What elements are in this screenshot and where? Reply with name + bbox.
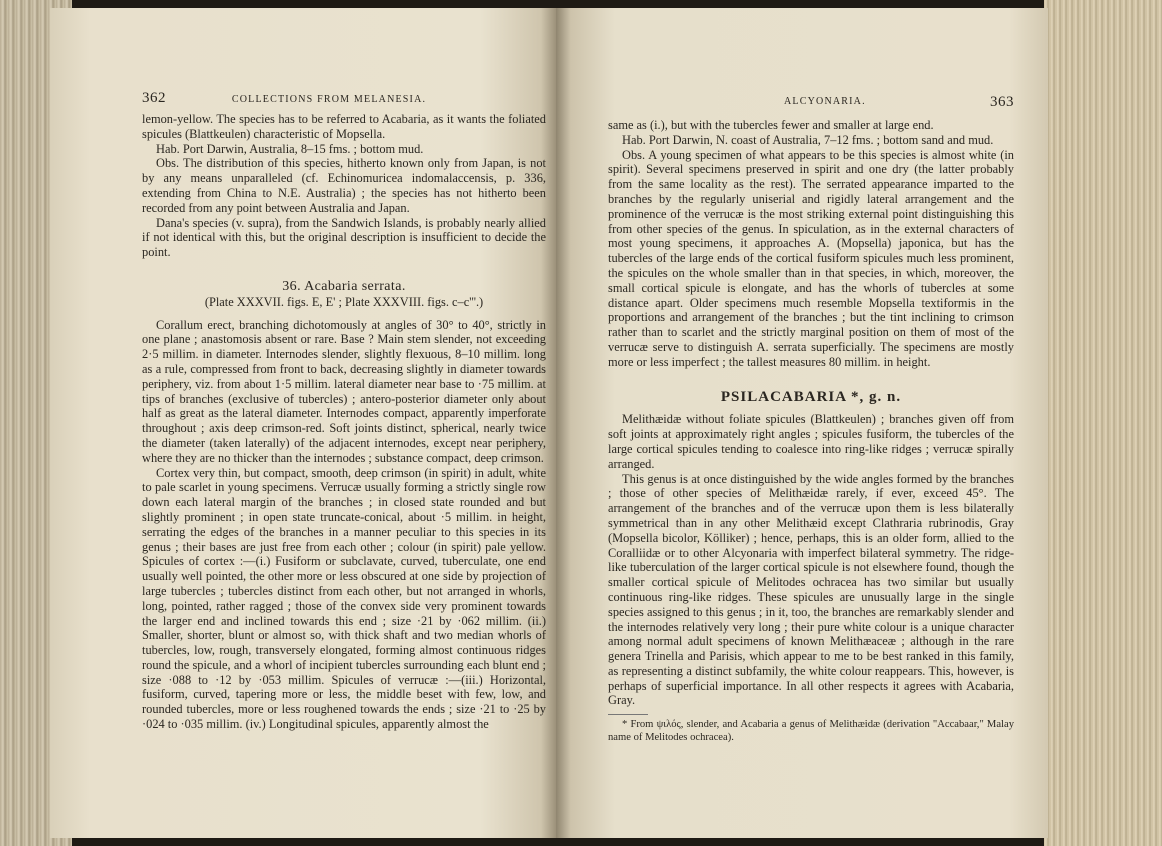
right-page-number: 363 [990, 94, 1014, 110]
corallum-paragraph: Corallum erect, branching dichotomously at angles of 30° to 40°, strictly in one plane ; anastomosis absent or rare. Base ? Main stem slender, not exceeding 2·5 millim. in diameter. Internodes slender, slightly flexuous, 8–10 millim. long as a rule, compressed from front to back, decreasing slightly in diameter towards periphery, viz. from about 1·5 millim. lateral diameter near base to ·75 millim. at tips of branches (exclusive of tubercles) ; antero-posterior diameter only about half as great as the lateral diameter. Internodes compact, apparently imperforate throughout ; axis deep crimson-red. Soft joints distinct, spherical, nearly twice the diameter (taken laterally) of the adjacent internodes, except near periphery, where they are no thicker than the internodes ; substance compact, deep crimson. [142, 317, 546, 465]
right-page [556, 8, 1048, 838]
continued-paragraph: same as (i.), but with the tubercles fewer and smaller at large end. [608, 118, 934, 132]
left-page-header [142, 90, 542, 107]
right-running-head: ALCYONARIA. [784, 96, 866, 107]
observation-paragraph: Obs. The distribution of this species, hitherto known only from Japan, is not by any means unparalleled (cf. Echinomuricea indomalaccensis, p. 336, extending from China to N.E. Australia) ; the species has not hitherto been recorded from any point between Australia and Japan. [142, 156, 546, 215]
intro-paragraph: lemon-yellow. The species has to be referred to Acabaria, as it wants the foliated spicules (Blattkeulen) characteristic of Mopsella. [142, 112, 546, 141]
observation-paragraph-right: Obs. A young specimen of what appears to be this species is almost white (in spirit). Several specimens preserved in spirit and one dry (the latter probably from the same locality as the rest). The serrated appearance imparted to the branches by the regularly uniserial and rigidly lateral arrangement and the prominence of the verrucæ is the most striking external point distinguishing this from other species of the genus. In spiculation, as in the external characters of most young specimens, it approaches A. (Mopsella) japonica, but has the tubercles of the large ends of the cortical fusiform spicules much less prominent, the spicules on the whole smaller than in that species, in which, moreover, the small cortical spicule is elongate, and has the whorls of tubercles at some distance apart. Older specimens much resemble Mopsella textiformis in the proportions and arrangement of the branches ; but the tint inclining to crimson rather than to scarlet and the strictly marginal position on them of most of the verrucæ serve to distinguish A. serrata superficially. The specimens are mostly more or less imperfect ; the tallest measures 80 millim. in height. [608, 147, 1014, 369]
left-running-head: COLLECTIONS FROM MELANESIA. [231, 94, 427, 105]
plate-reference: (Plate XXXVII. figs. E, E' ; Plate XXXVIII. figs. c–c'''.) [204, 294, 484, 309]
habitat-paragraph: Hab. Port Darwin, Australia, 8–15 fms. ; bottom mud. [156, 141, 424, 156]
cortex-paragraph: Cortex very thin, but compact, smooth, deep crimson (in spirit) in adult, white to pale scarlet in young specimens. Verrucæ usually forming a strictly single row down each lateral margin of the branches ; in closed state rounded and but slightly prominent ; in open state truncate-conical, about ·5 millim. in height, serrating the edges of the branches in a manner peculiar to this species in its genus ; their bases are just free from each other ; colour (in spirit) pale yellow. Spicules of cortex :—(i.) Fusiform or subclavate, curved, tuberculate, one end usually well pointed, the other more or less obscured at one side by projection of large tubercles ; tubercles distinct from each other, but not arranged in whorls, long, pointed, rather ragged ; those of the convex side very prominent towards the larger end and inclined towards this end ; size ·21 by ·062 millim. (ii.) Smaller, shorter, blunt or almost so, with thick shaft and two median whorls of tubercles, low, rough, transversely elongated, forming almost continuous ridges round the spicule, and a whorl of incipient tubercles surrounding each blunt end ; size ·088 to ·12 by ·053 millim. Spicules of verrucæ :—(iii.) Horizontal, fusiform, curved, tapering more or less, the middle beset with few, low, and rounded tubercles, more or less roughened towards the ends ; size ·21 to ·25 by ·024 to ·035 millim. (iv.) Longitudinal spicules, apparently almost the [142, 465, 546, 732]
right-page-edges [1044, 0, 1162, 846]
genus-title: PSILACABARIA *, g. n. [720, 388, 902, 405]
left-page [50, 8, 556, 838]
left-page-number: 362 [142, 90, 166, 106]
dana-paragraph: Dana's species (v. supra), from the Sandwich Islands, is probably nearly allied if not identical with this, but the original description is insufficient to decide the point. [142, 215, 546, 260]
genus-paragraph: This genus is at once distinguished by the wide angles formed by the branches ; those of other species of Melithæidæ rarely, if ever, exceed 45°. The arrangement of the branches and of the verrucæ upon them is less bilaterally symmetrical than in any other Melithæid except Clathraria rubrinodis, Gray (Mopsella bicolor, Kölliker) ; hence, perhaps, this is an older form, allied to the Coralliidæ or to other Alcyonaria with imperfect bilateral symmetry. The ridge-like tuberculation of the larger cortical spicule is not elsewhere found, though the smaller cortical spicule of Melitodes ochracea has two similar but usually continuous ring-like ridges. These spicules are unusually large in the single species assigned to this genus ; in it, too, the branches are remarkably slender and the internodes relatively very long ; their pure white colour is a unique character among normal adult specimens of known Melithæaceæ ; although in the rare genera Trinella and Parisis, which appear to me to be best ranked in this family, as representing a distinct subfamily, the white colour reappears. This, however, is perhaps of superficial importance. In all other respects it agrees with Acabaria, Gray. [608, 471, 1014, 708]
habitat-paragraph-right: Hab. Port Darwin, N. coast of Australia, 7–12 fms. ; bottom sand and mud. [622, 132, 994, 147]
footnote: * From ψιλός, slender, and Acabaria a genus of Melithæidæ (derivation "Accabaar," Malay name of Melitodes ochracea). [608, 719, 1014, 743]
right-page-text [608, 118, 1014, 744]
footnote-rule [608, 714, 648, 715]
left-page-text [142, 112, 546, 732]
melithaeidae-paragraph: Melithæidæ without foliate spicules (Blattkeulen) ; branches given off from soft joints at approximately right angles ; spicules fusiform, the tubercles of the large cortical spicules tending to coalesce into ring-like ridges ; verrucæ spirally arranged. [608, 412, 1014, 471]
species-title: 36. Acabaria serrata. [282, 278, 406, 294]
